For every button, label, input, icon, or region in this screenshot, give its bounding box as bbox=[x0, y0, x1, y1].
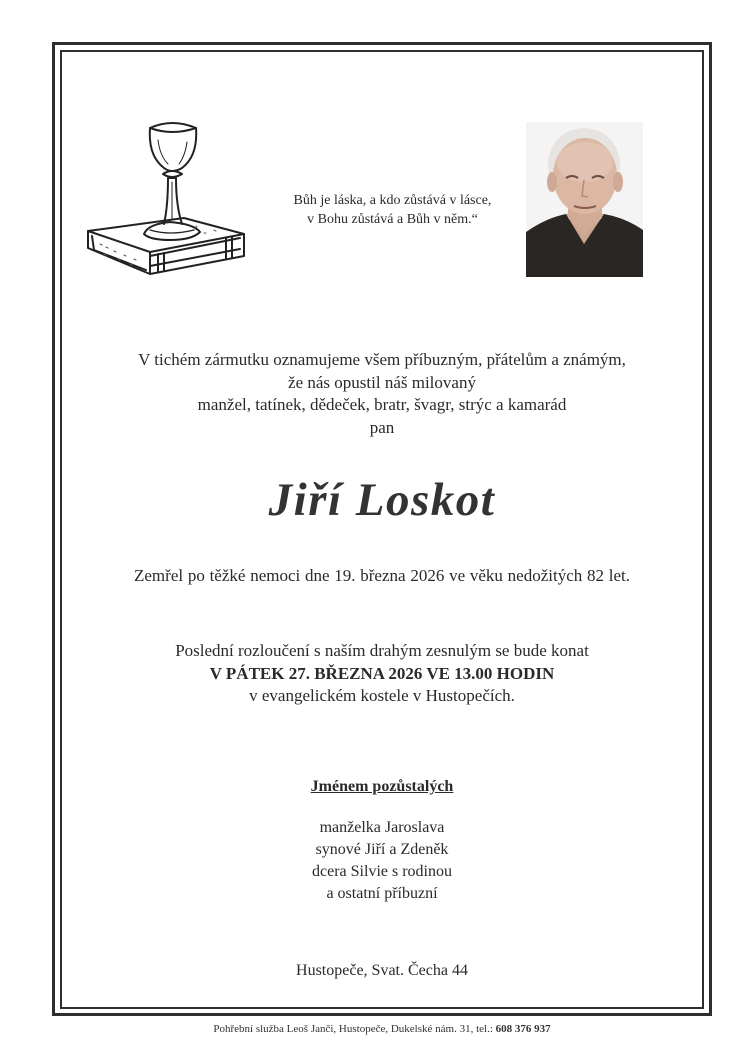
intro-line: manžel, tatínek, dědeček, bratr, švagr, strýc a kamarád bbox=[197, 395, 567, 414]
mourner-line: dcera Silvie s rodinou bbox=[312, 863, 452, 880]
mourner-line: a ostatní příbuzní bbox=[326, 885, 438, 902]
motto-line: v Bohu zůstává a Bůh v něm.“ bbox=[307, 212, 478, 227]
funeral-line: Poslední rozloučení s naším drahým zesnulým se bude konat bbox=[175, 641, 589, 660]
funeral-service-footer bbox=[62, 1021, 702, 1037]
funeral-date-time: V PÁTEK 27. BŘEZNA 2026 VE 13.00 HODIN bbox=[209, 663, 555, 683]
funeral-location: v evangelickém kostele v Hustopečích. bbox=[249, 686, 515, 705]
family-address: Hustopeče, Svat. Čecha 44 bbox=[296, 962, 468, 979]
announcement-intro bbox=[62, 349, 702, 439]
motto-line: Bůh je láska, a kdo zůstává v lásce, bbox=[293, 193, 492, 208]
mourner-line: manželka Jaroslava bbox=[319, 819, 445, 836]
intro-line: že nás opustil náš milovaný bbox=[288, 372, 476, 392]
intro-line: V tichém zármutku oznamujeme všem příbuzným, přátelům a známým, bbox=[138, 350, 626, 369]
chalice-on-book-icon bbox=[84, 116, 252, 286]
mourners-list bbox=[62, 817, 702, 905]
funeral-details bbox=[62, 640, 702, 708]
portrait-photo bbox=[526, 122, 643, 277]
footer-phone: 608 376 937 bbox=[495, 1023, 551, 1035]
bible-verse-motto bbox=[250, 191, 535, 229]
mourner-line: synové Jiří a Zdeněk bbox=[315, 841, 449, 858]
footer-text: Pohřební služba Leoš Janči, Hustopeče, Dukelské nám. 31, tel.: bbox=[213, 1023, 493, 1035]
intro-line: pan bbox=[369, 417, 395, 437]
signed-heading: Jménem pozůstalých bbox=[310, 778, 454, 795]
death-notice: Zemřel po těžké nemoci dne 19. března 2026 ve věku nedožitých 82 let. bbox=[134, 566, 630, 585]
deceased-name: Jiří Loskot bbox=[268, 474, 496, 526]
